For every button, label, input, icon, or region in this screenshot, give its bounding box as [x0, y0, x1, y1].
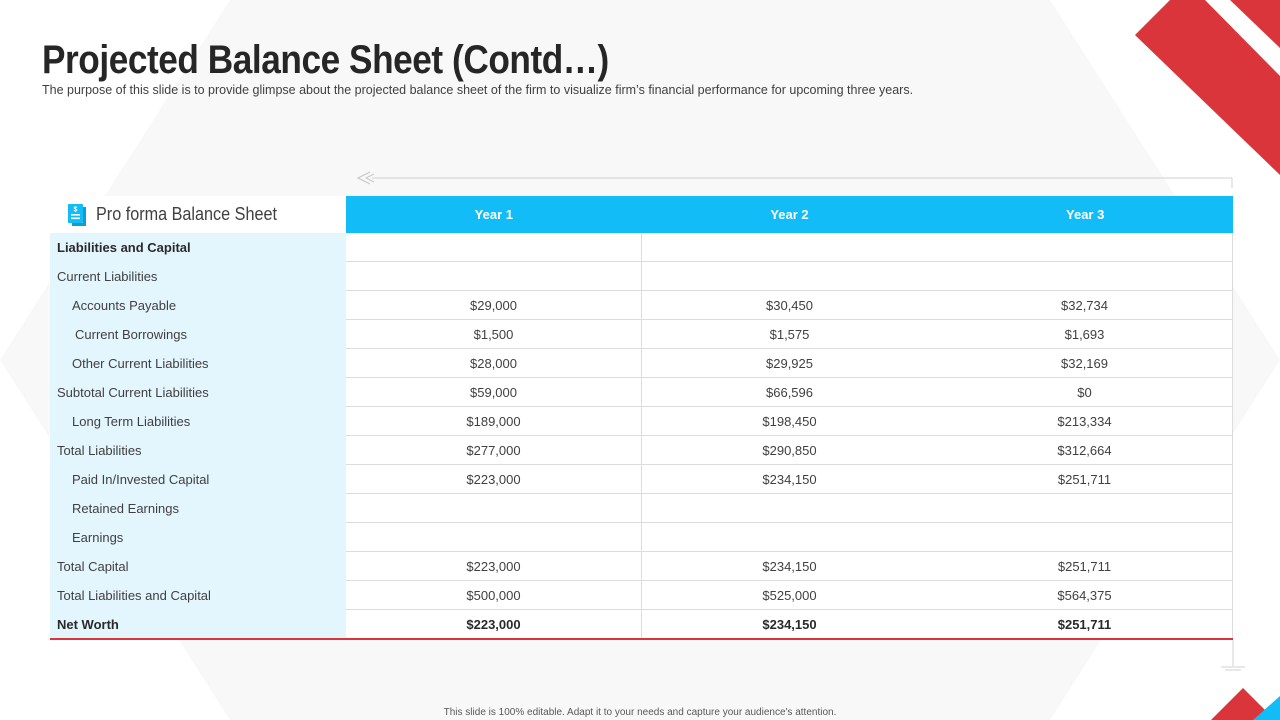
balance-sheet-header	[50, 196, 1233, 233]
year-3-cell: $251,711	[937, 465, 1233, 494]
year-1-cell: $29,000	[346, 291, 642, 320]
balance-sheet-table	[50, 233, 1233, 640]
year-2-cell: $234,150	[642, 610, 938, 640]
year-2-cell: $29,925	[642, 349, 938, 378]
year-1-cell	[346, 262, 642, 291]
row-label: Paid In/Invested Capital	[50, 465, 346, 494]
row-label: Net Worth	[50, 610, 346, 640]
year-3-cell: $32,169	[937, 349, 1233, 378]
year-1-cell	[346, 494, 642, 523]
balance-sheet	[50, 196, 1233, 640]
row-label: Total Liabilities and Capital	[50, 581, 346, 610]
year-1-cell: $223,000	[346, 465, 642, 494]
year-1-cell: $189,000	[346, 407, 642, 436]
page-title: Projected Balance Sheet (Contd…)	[42, 38, 609, 82]
table-row	[50, 291, 1233, 320]
year-3-cell	[937, 233, 1233, 262]
footer-note: This slide is 100% editable. Adapt it to your needs and capture your audience's attention.	[443, 707, 837, 718]
year-2-cell: $1,575	[642, 320, 938, 349]
row-label: Total Liabilities	[50, 436, 346, 465]
year-1-header: Year 1	[346, 196, 642, 233]
year-3-cell: $0	[937, 378, 1233, 407]
year-2-cell	[642, 262, 938, 291]
year-3-cell: $32,734	[937, 291, 1233, 320]
year-2-cell: $198,450	[642, 407, 938, 436]
year-2-cell	[642, 233, 938, 262]
table-row	[50, 494, 1233, 523]
line-end-decoration	[1219, 640, 1247, 672]
table-row	[50, 349, 1233, 378]
table-row	[50, 436, 1233, 465]
year-1-cell: $59,000	[346, 378, 642, 407]
year-1-cell: $1,500	[346, 320, 642, 349]
table-row	[50, 581, 1233, 610]
year-2-cell: $525,000	[642, 581, 938, 610]
table-row	[50, 407, 1233, 436]
year-2-cell: $234,150	[642, 552, 938, 581]
table-row	[50, 523, 1233, 552]
document-dollar-icon	[66, 203, 88, 227]
row-label: Earnings	[50, 523, 346, 552]
row-label: Other Current Liabilities	[50, 349, 346, 378]
row-label: Current Liabilities	[50, 262, 346, 291]
row-label: Current Borrowings	[50, 320, 346, 349]
year-2-cell: $290,850	[642, 436, 938, 465]
year-2-cell	[642, 494, 938, 523]
year-3-header: Year 3	[937, 196, 1233, 233]
year-1-cell	[346, 523, 642, 552]
balance-sheet-label-header	[50, 196, 346, 233]
table-row	[50, 552, 1233, 581]
year-2-cell: $30,450	[642, 291, 938, 320]
svg-text:$: $	[73, 206, 78, 213]
year-1-cell	[346, 233, 642, 262]
table-row	[50, 465, 1233, 494]
year-3-cell: $1,693	[937, 320, 1233, 349]
row-label: Liabilities and Capital	[50, 233, 346, 262]
row-label: Retained Earnings	[50, 494, 346, 523]
year-3-cell: $251,711	[937, 610, 1233, 640]
arrow-line-decoration	[352, 168, 1236, 188]
year-3-cell	[937, 262, 1233, 291]
table-row	[50, 610, 1233, 640]
corner-decoration-top	[1135, 0, 1280, 175]
table-row	[50, 320, 1233, 349]
table-row	[50, 233, 1233, 262]
row-label: Long Term Liabilities	[50, 407, 346, 436]
page-subtitle: The purpose of this slide is to provide glimpse about the projected balance sheet of the firm to visualize firm’s financial performance for upcoming three years.	[42, 83, 914, 97]
balance-sheet-title: Pro forma Balance Sheet	[96, 204, 278, 224]
year-1-cell: $223,000	[346, 552, 642, 581]
year-3-cell: $213,334	[937, 407, 1233, 436]
year-3-cell	[937, 523, 1233, 552]
year-2-cell: $66,596	[642, 378, 938, 407]
year-2-cell	[642, 523, 938, 552]
year-2-cell: $234,150	[642, 465, 938, 494]
row-label: Accounts Payable	[50, 291, 346, 320]
table-row	[50, 378, 1233, 407]
year-2-header: Year 2	[642, 196, 938, 233]
year-1-cell: $223,000	[346, 610, 642, 640]
year-3-cell: $564,375	[937, 581, 1233, 610]
year-3-cell	[937, 494, 1233, 523]
year-3-cell: $312,664	[937, 436, 1233, 465]
year-1-cell: $28,000	[346, 349, 642, 378]
row-label: Subtotal Current Liabilities	[50, 378, 346, 407]
year-1-cell: $277,000	[346, 436, 642, 465]
row-label: Total Capital	[50, 552, 346, 581]
year-1-cell: $500,000	[346, 581, 642, 610]
table-row	[50, 262, 1233, 291]
year-3-cell: $251,711	[937, 552, 1233, 581]
